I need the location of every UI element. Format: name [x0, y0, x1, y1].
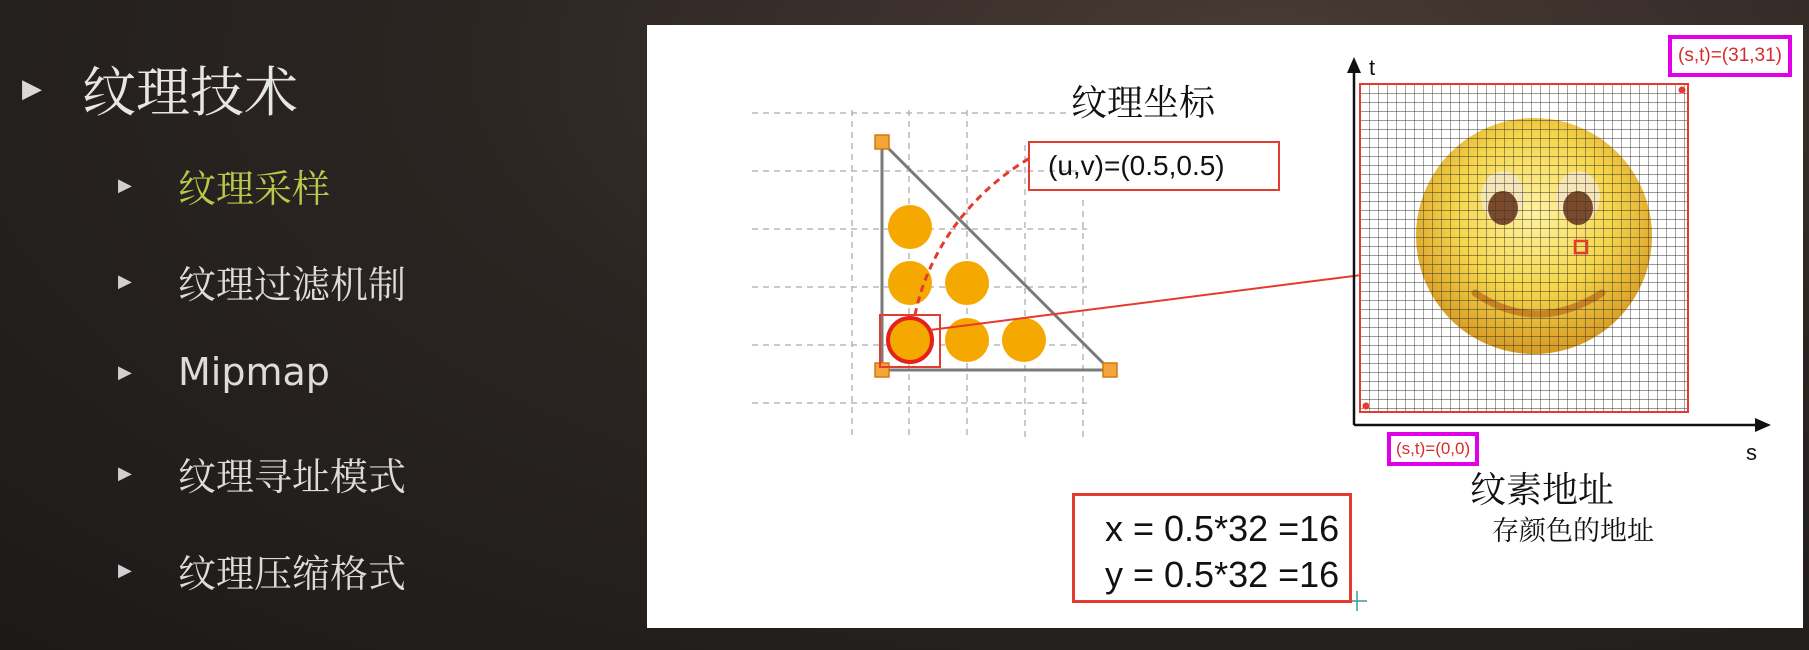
- calc-x-line: x = 0.5*32 =16: [1105, 508, 1340, 549]
- slide-canvas: [647, 25, 1803, 628]
- t-axis-arrow-icon: [1347, 57, 1361, 73]
- sidebar-item-texture-sampling[interactable]: [118, 158, 330, 213]
- s-axis-label: s: [1746, 440, 1757, 465]
- uv-label-box: (u,v)=(0.5,0.5): [1028, 141, 1280, 191]
- sidebar-item-label: 纹理压缩格式: [178, 552, 407, 596]
- sidebar-item-label: 纹理寻址模式: [178, 455, 407, 499]
- vertex-marker: [875, 135, 889, 149]
- origin-dot: [1363, 403, 1370, 410]
- corner-dot: [1679, 87, 1686, 94]
- sidebar-item-label: 纹理采样: [178, 167, 331, 211]
- sidebar-nav: [0, 0, 640, 650]
- s-axis-arrow-icon: [1755, 418, 1771, 432]
- triangle-bullet-icon: ▶: [118, 271, 132, 291]
- sidebar-item-addressing-mode[interactable]: [118, 446, 406, 501]
- texel-address-subtitle: 存颜色的地址: [1492, 516, 1654, 547]
- st-origin-label: (s,t)=(0,0): [1387, 432, 1479, 466]
- vertex-marker: [875, 363, 889, 377]
- triangle-bullet-icon: ▶: [22, 73, 42, 103]
- sidebar-item-compression-format[interactable]: [118, 543, 406, 598]
- texture-coordinate-title: 纹理坐标: [1071, 83, 1216, 124]
- triangle-bullet-icon: ▶: [118, 463, 132, 483]
- texel-address-title: 纹素地址: [1470, 470, 1615, 511]
- texel-grid: [1360, 84, 1688, 412]
- calc-y-line: y = 0.5*32 =16: [1105, 554, 1340, 595]
- triangle-bullet-icon: ▶: [118, 361, 132, 382]
- sidebar-item-texture-filtering[interactable]: [118, 254, 406, 309]
- sidebar-item-label: 纹理过滤机制: [178, 263, 407, 307]
- vertex-marker: [1103, 363, 1117, 377]
- sidebar-item-label: Mipmap: [178, 350, 330, 394]
- section-title-label: 纹理技术: [82, 61, 298, 124]
- triangle-bullet-icon: ▶: [118, 175, 132, 195]
- st-max-label: (s,t)=(31,31): [1668, 35, 1792, 77]
- calculation-box: [1072, 493, 1352, 603]
- sidebar-item-mipmap[interactable]: [118, 350, 330, 394]
- t-axis-label: t: [1369, 55, 1376, 80]
- triangle-bullet-icon: ▶: [118, 560, 132, 580]
- section-title: [22, 50, 298, 127]
- selected-sample-point: [888, 318, 932, 362]
